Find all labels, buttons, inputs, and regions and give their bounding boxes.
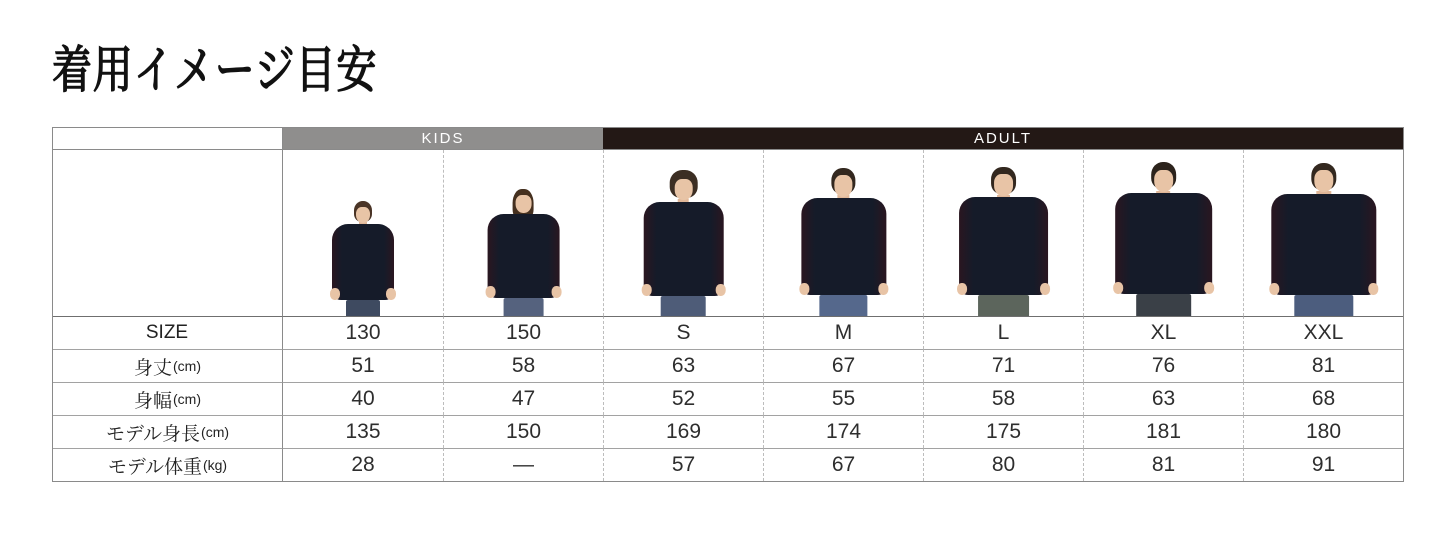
model-photo-xl xyxy=(1083,150,1243,316)
model-head xyxy=(1311,163,1336,191)
model-height-value: 135 xyxy=(283,415,443,448)
model-figure xyxy=(332,201,394,316)
sweatshirt xyxy=(1271,194,1376,294)
body-length-value: 51 xyxy=(283,349,443,382)
model-face xyxy=(1154,170,1173,192)
model-photo-s xyxy=(603,150,763,316)
body-length-value: 63 xyxy=(603,349,763,382)
model-figure xyxy=(1115,162,1213,316)
model-figure xyxy=(643,172,724,316)
jeans xyxy=(978,295,1028,316)
model-photo-130 xyxy=(283,150,443,316)
size-value: 150 xyxy=(443,316,603,349)
sweatshirt xyxy=(332,224,394,300)
jeans xyxy=(503,298,544,316)
adult-group-header: ADULT xyxy=(603,128,1403,150)
body-width-value: 47 xyxy=(443,382,603,415)
sweatshirt xyxy=(487,214,560,298)
model-figure xyxy=(801,168,886,316)
model-face xyxy=(834,175,852,196)
model-head xyxy=(1151,162,1176,190)
jeans xyxy=(661,296,706,316)
size-chart-table xyxy=(52,127,1404,482)
model-photo-xxl xyxy=(1243,150,1403,316)
body-width-value: 40 xyxy=(283,382,443,415)
jeans xyxy=(1136,294,1191,316)
row-label-model-weight: モデル体重 (kg) xyxy=(53,448,283,481)
size-value: S xyxy=(603,316,763,349)
model-height-value: 181 xyxy=(1083,415,1243,448)
model-weight-value: 91 xyxy=(1243,448,1403,481)
model-height-value: 150 xyxy=(443,415,603,448)
size-value: XXL xyxy=(1243,316,1403,349)
sweatshirt xyxy=(959,197,1049,295)
size-value: L xyxy=(923,316,1083,349)
sweatshirt xyxy=(801,198,886,295)
model-head xyxy=(831,168,855,195)
row-label-body-length: 身丈 (cm) xyxy=(53,349,283,382)
sweatshirt xyxy=(643,202,724,296)
model-face xyxy=(356,207,370,224)
model-photo-m xyxy=(763,150,923,316)
row-label-size: SIZE xyxy=(53,316,283,349)
body-length-value: 67 xyxy=(763,349,923,382)
model-head xyxy=(672,172,696,199)
kids-group-header: KIDS xyxy=(283,128,603,150)
model-weight-value: 80 xyxy=(923,448,1083,481)
sweatshirt xyxy=(1115,193,1213,294)
header-blank-cell xyxy=(53,128,283,150)
model-photo-150 xyxy=(443,150,603,316)
body-length-value: 58 xyxy=(443,349,603,382)
jeans xyxy=(1294,295,1353,316)
photo-row-label-cell xyxy=(53,150,283,316)
model-weight-value: — xyxy=(443,448,603,481)
size-value: M xyxy=(763,316,923,349)
model-face xyxy=(1314,170,1333,192)
model-head xyxy=(513,189,534,213)
page-title: 着用イメージ目安 xyxy=(52,42,378,98)
body-width-value: 63 xyxy=(1083,382,1243,415)
size-value: XL xyxy=(1083,316,1243,349)
model-weight-value: 81 xyxy=(1083,448,1243,481)
model-height-value: 174 xyxy=(763,415,923,448)
body-width-value: 52 xyxy=(603,382,763,415)
body-length-value: 71 xyxy=(923,349,1083,382)
model-weight-value: 57 xyxy=(603,448,763,481)
model-figure xyxy=(1271,163,1376,316)
model-face xyxy=(516,195,532,213)
jeans xyxy=(820,295,868,316)
model-height-value: 169 xyxy=(603,415,763,448)
model-weight-value: 67 xyxy=(763,448,923,481)
jeans xyxy=(346,300,381,316)
model-height-value: 175 xyxy=(923,415,1083,448)
body-width-value: 55 xyxy=(763,382,923,415)
model-photo-l xyxy=(923,150,1083,316)
model-head xyxy=(991,167,1016,195)
body-length-value: 76 xyxy=(1083,349,1243,382)
model-figure xyxy=(959,167,1049,316)
model-height-value: 180 xyxy=(1243,415,1403,448)
model-face xyxy=(675,179,693,200)
size-value: 130 xyxy=(283,316,443,349)
row-label-model-height: モデル身長 (cm) xyxy=(53,415,283,448)
body-width-value: 68 xyxy=(1243,382,1403,415)
body-length-value: 81 xyxy=(1243,349,1403,382)
row-label-body-width: 身幅 (cm) xyxy=(53,382,283,415)
model-head xyxy=(354,201,373,222)
body-width-value: 58 xyxy=(923,382,1083,415)
model-face xyxy=(994,174,1012,195)
model-weight-value: 28 xyxy=(283,448,443,481)
model-figure xyxy=(487,189,560,317)
